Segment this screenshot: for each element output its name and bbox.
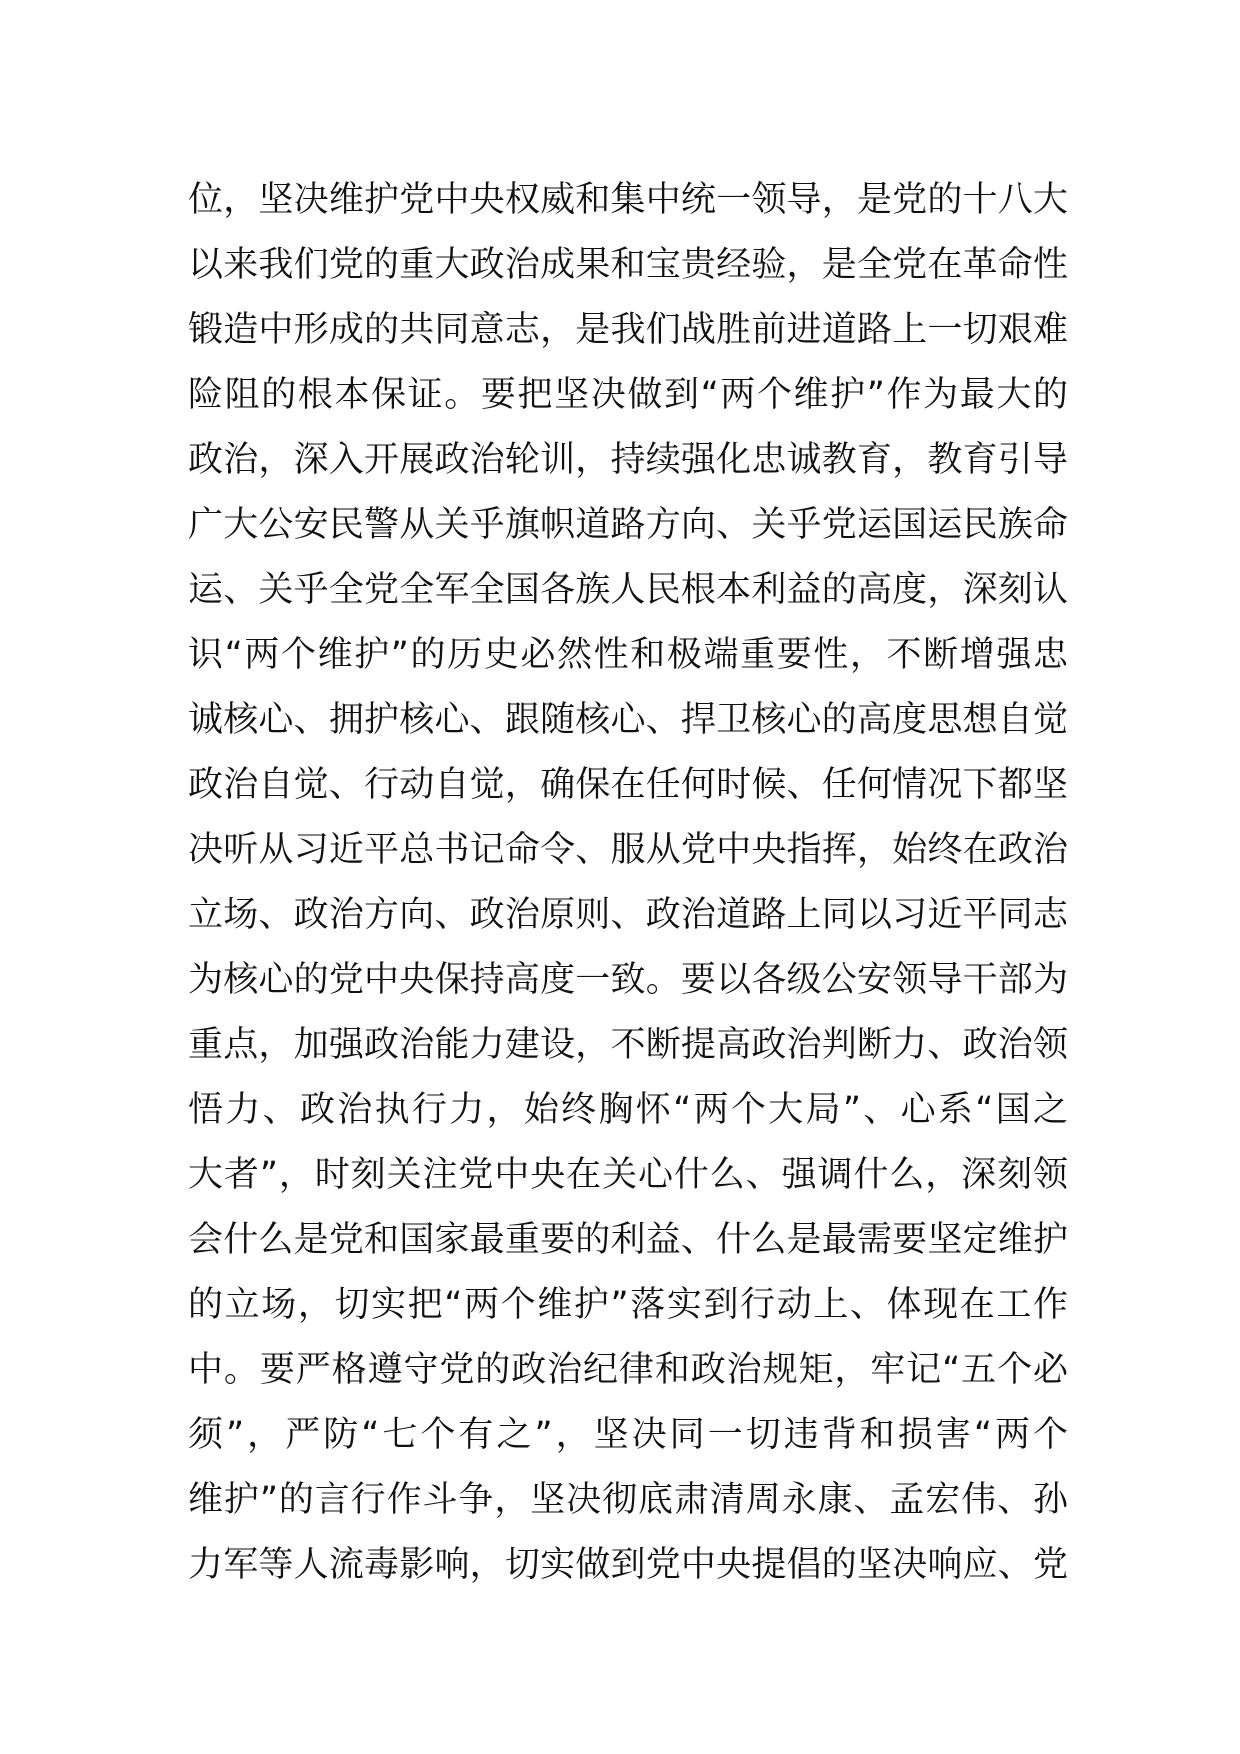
text-line: 为核心的党中央保持高度一致。要以各级公安领导干部为 — [188, 960, 1068, 1000]
text-line: 识“两个维护”的历史必然性和极端重要性，不断增强忠 — [188, 635, 1068, 675]
text-line: 立场、政治方向、政治原则、政治道路上同以习近平同志 — [188, 895, 1068, 935]
text-line: 运、关乎全党全军全国各族人民根本利益的高度，深刻认 — [188, 570, 1068, 610]
text-line: 重点，加强政治能力建设，不断提高政治判断力、政治领 — [188, 1025, 1068, 1065]
text-line: 诚核心、拥护核心、跟随核心、捍卫核心的高度思想自觉 — [188, 700, 1068, 740]
text-line: 以来我们党的重大政治成果和宝贵经验，是全党在革命性 — [188, 245, 1068, 285]
text-line: 的立场，切实把“两个维护”落实到行动上、体现在工作 — [188, 1285, 1068, 1325]
text-line: 悟力、政治执行力，始终胸怀“两个大局”、心系“国之 — [188, 1090, 1068, 1130]
text-line: 险阻的根本保证。要把坚决做到“两个维护”作为最大的 — [188, 375, 1068, 415]
text-line: 锻造中形成的共同意志，是我们战胜前进道路上一切艰难 — [188, 310, 1068, 350]
text-line: 须”，严防“七个有之”，坚决同一切违背和损害“两个 — [188, 1415, 1068, 1455]
text-line: 中。要严格遵守党的政治纪律和政治规矩，牢记“五个必 — [188, 1350, 1068, 1390]
text-line: 力军等人流毒影响，切实做到党中央提倡的坚决响应、党 — [188, 1545, 1068, 1585]
text-line: 大者”，时刻关注党中央在关心什么、强调什么，深刻领 — [188, 1155, 1068, 1195]
text-line: 政治，深入开展政治轮训，持续强化忠诚教育，教育引导 — [188, 440, 1068, 480]
text-line: 政治自觉、行动自觉，确保在任何时候、任何情况下都坚 — [188, 765, 1068, 805]
text-line: 广大公安民警从关乎旗帜道路方向、关乎党运国运民族命 — [188, 505, 1068, 545]
text-line: 会什么是党和国家最重要的利益、什么是最需要坚定维护 — [188, 1220, 1068, 1260]
text-line: 决听从习近平总书记命令、服从党中央指挥，始终在政治 — [188, 830, 1068, 870]
body-paragraph — [188, 168, 1068, 1598]
text-line: 维护”的言行作斗争，坚决彻底肃清周永康、孟宏伟、孙 — [188, 1480, 1068, 1520]
text-line: 位，坚决维护党中央权威和集中统一领导，是党的十八大 — [188, 180, 1068, 220]
